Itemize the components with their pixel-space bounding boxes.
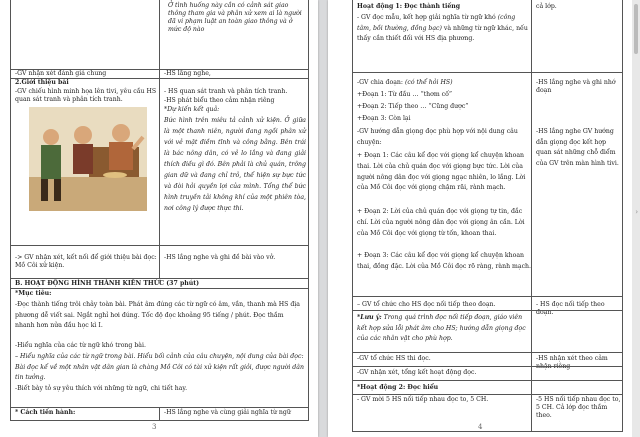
left-column [352,0,532,432]
intro-right1: - HS quan sát tranh và phân tích tranh. [164,88,288,95]
gv-chia: -GV chia đoạn: (có thể hỏi HS) [357,79,453,86]
scrollbar-thumb[interactable] [634,4,638,54]
muc-tieu-label: *Mục tiêu: [15,290,52,297]
page-number: 3 [152,423,157,431]
row-divider [352,296,623,297]
objective-4: -Biết bày tỏ sự yêu thích với những từ ngữ, chi tiết hay. [15,385,188,392]
chia-right: -HS lắng nghe và ghi nhớ đoạn [536,79,616,95]
objective-1: -Đọc thành tiếng trôi chảy toàn bài. Phát âm đúng các từ ngữ có âm, vần, thanh mà HS địa phương dễ viết sai. Ngắt nghỉ hơi đúng. Tốc độ đọc khoảng 95 tiếng / phút. Đọc thầm nhanh hơn nửa đầu học kì I. [15,301,300,329]
row-divider [352,380,623,381]
luu-y: *Lưu ý: Trong quá trình đọc nối tiếp đoạn, giáo viên kết hợp sửa lỗi phát âm cho HS; hướng dẫn giọng đọc của các nhân vật cho phù hợp. [357,314,526,342]
row1-left: -GV nhận xét đánh giá chung [15,70,107,77]
doan-1: +Đoạn 1: Từ đầu … “thơm cố” [357,91,453,98]
expected-text: Bức hình trên miêu tả cảnh xử kiện. Ở giữa là một thanh niên, người đang ngồi phân xử với vẻ mặt điềm tĩnh và công bằng. Bên trái là bác nông dân, có vẻ lo lắng và đang giải thích điều gì đó. Bên phải là chủ quán, trông gian dữ và đang chỉ trỏ, thể hiện sự bực tức và đòi hỏi quyền lợi của mình. Tổng thể bức hình truyền tải không khí của một phiên tòa, nơi công lý được thực thi. [164,117,306,212]
paragraph-1: + Đoạn 1: Các câu kể đọc với giọng kể chuyện khoan thai. Lời của chủ quán đọc với giọng bực tức. Lời của người nông dân đọc với giọng ngạc nhiên, lo lắng. Lời của Mồ Côi đọc với giọng chậm rãi, rành mạch. [357,152,526,192]
heading-intro: 2.Giới thiệu bài [15,79,69,86]
illustration-trial-scene [29,107,147,211]
objective-3: – Hiểu nghĩa của các từ ngữ trong bài. Hiểu bối cảnh của câu chuyện, nội dung của bài đọc: Bài đọc kể về một nhân vật dân gian là chàng Mồ Côi có tài xử kiện rất giỏi, được người dân tin tưởng. [15,353,304,381]
table-cell [10,0,160,70]
paragraph-3: + Đoạn 3: Các câu kể đọc với giọng kể chuyện khoan thai, đồng đặc. Lời của Mồ Côi đọc rõ ràng, rành mạch. [357,252,532,270]
row-divider [352,366,623,367]
row-divider [352,352,623,353]
gv-left: -> GV nhận xét, kết nối để giới thiệu bài đọc: Mồ Côi xử kiện. [15,254,157,270]
doan-3: +Đoạn 3: Còn lại [357,115,411,122]
thi-doc: -GV tổ chức HS thi đọc. [357,355,431,362]
objective-2: -Hiểu nghĩa của các từ ngữ khó trong bài. [15,342,146,349]
table-cell [159,245,309,279]
gv-huong-dan: -GV hướng dẫn giọng đọc phù hợp với nội dung câu chuyện: [357,128,518,146]
right-column [531,0,623,432]
hd2-right: -5 HS nối tiếp nhau đọc to, 5 CH. Cả lớp đọc thầm theo. [536,396,621,420]
table-cell [159,407,309,421]
thi-doc-right: -HS nhận xét theo cảm nhận riêng [536,355,608,371]
document-page-4 [328,0,632,437]
cach-right: -HS lắng nghe và cùng giải nghĩa từ ngữ [164,409,291,416]
noi-tiep-right: - HS đọc nối tiếp theo đoạn. [536,301,605,317]
hd1-right: cả lớp. [536,3,557,10]
vertical-scrollbar[interactable] [632,0,640,437]
table-cell [10,245,160,279]
top-right-text: Ở tình huống này cần có cảnh sát giao thông tham gia và phân xử xem ai là người đã vi phạm luật an toàn giao thông và ở mức độ nào [168,2,302,34]
paragraph-2: + Đoạn 2: Lời của chủ quán đọc với giọng tự tin, đắc chí. Lời của người nông dân đọc với giọng ân cần. Lời của Mồ Côi đọc với giọng từ tốn, khoan thai. [357,208,525,237]
page-number: 4 [478,423,483,431]
doan-2: +Đoạn 2: Tiếp theo … “Cũng được” [357,103,469,110]
hd1-heading: Hoạt động 1: Đọc thành tiếng [357,3,461,10]
table-cell [10,407,160,421]
nhan-xet: -GV nhận xét, tổng kết hoạt động đọc. [357,369,477,376]
row-divider [352,310,623,311]
document-page-3 [0,0,318,437]
table-cell [159,0,309,70]
hd2-heading: *Hoạt động 2: Đọc hiểu [357,384,439,391]
gv-doc-mau: - GV đọc mẫu, kết hợp giải nghĩa từ ngữ khó (công tâm, bồi thường, đồng bạc) và những từ ngữ khác, nếu thấy cần thiết đối với HS địa phương. [357,14,528,42]
expected-label: *Dự kiến kết quả: [164,106,220,113]
chevron-right-icon[interactable]: › [635,208,638,216]
intro-right2: -HS phát biểu theo cảm nhận riêng [164,97,275,104]
intro-left: -GV chiếu hình minh họa lên tivi, yêu cầu HS quan sát tranh và phân tích tranh. [15,88,157,104]
row1-right: -HS lắng nghe, [164,70,211,77]
row-divider [352,72,623,73]
hd2-left: - GV mời 5 HS nối tiếp nhau đọc to, 5 CH. [357,396,489,403]
gv-right: -HS lắng nghe và ghi đề bài vào vở. [164,254,276,261]
section-b-heading: B. HOẠT ĐỘNG HÌNH THÀNH KIẾN THỨC (37 phút) [15,280,200,287]
table-cell-expected [159,78,309,246]
noi-tiep: – GV tổ chức cho HS đọc nối tiếp theo đoạn. [357,301,496,308]
row-divider [352,394,623,395]
objectives-cell [10,288,309,408]
table-cell-intro [10,78,160,246]
cach-tien-hanh: * Cách tiến hành: [15,409,76,416]
gv-hd-right: -HS lắng nghe GV hướng dẫn giọng đọc kết hợp quan sát những chỗ điểm của GV trên màn hình tivi. [536,128,619,167]
